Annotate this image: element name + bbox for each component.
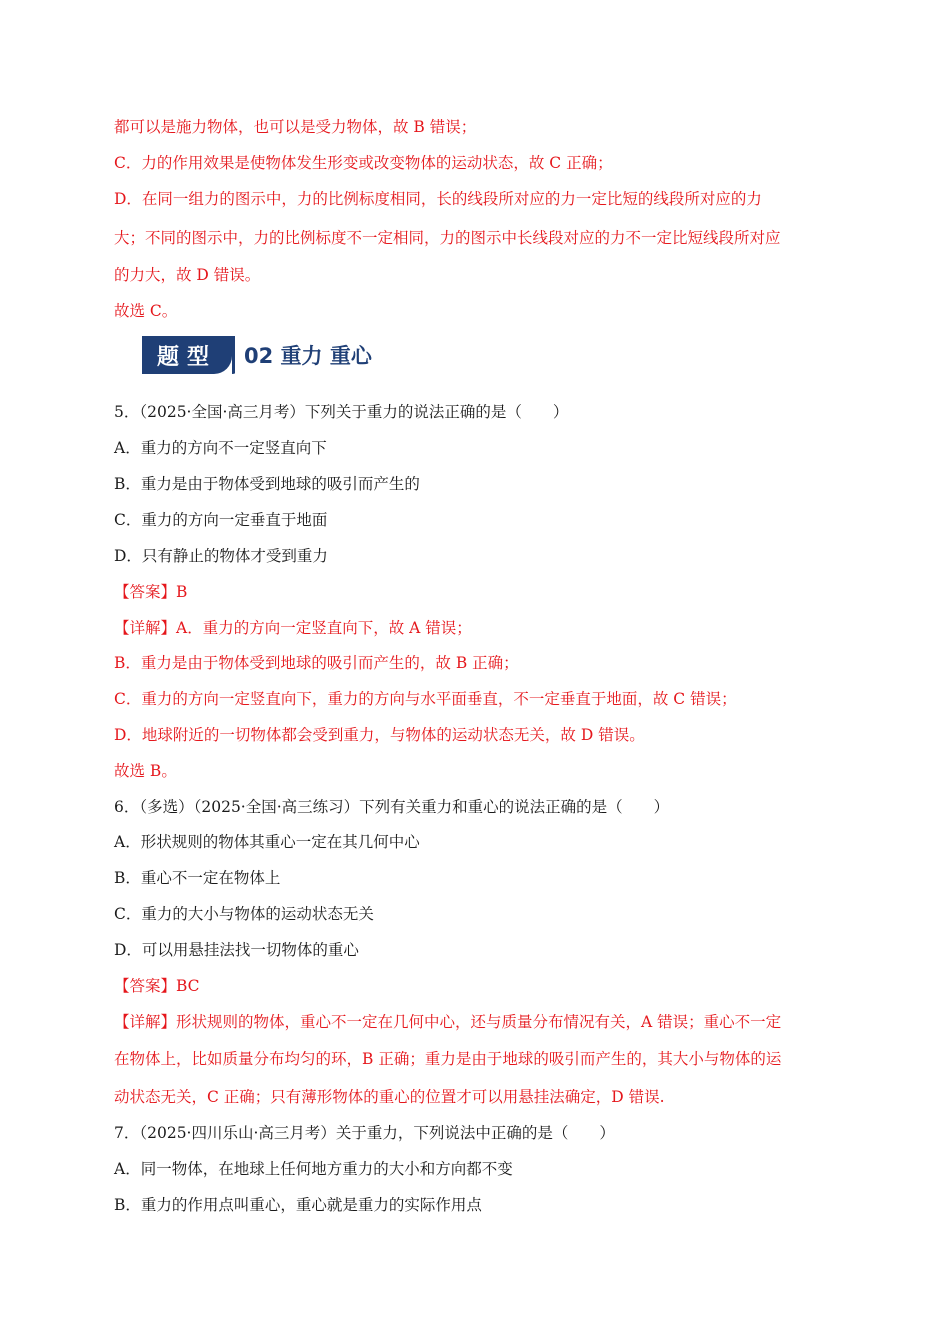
analysis-line: 在物体上，比如质量分布均匀的环，B 正确；重力是由于地球的吸引而产生的，其大小与物体的运 xyxy=(114,1050,782,1068)
section-title: 02 重力 重心 xyxy=(244,344,372,368)
analysis-line: B．重力是由于物体受到地球的吸引而产生的，故 B 正确； xyxy=(114,654,519,672)
analysis-line: 的力大，故 D 错误。 xyxy=(114,266,261,284)
analysis-line: C．力的作用效果是使物体发生形变或改变物体的运动状态，故 C 正确； xyxy=(114,154,613,172)
option-d: D．可以用悬挂法找一切物体的重心 xyxy=(114,941,359,959)
option-a: A．形状规则的物体其重心一定在其几何中心 xyxy=(114,833,420,851)
option-b: B．重力是由于物体受到地球的吸引而产生的 xyxy=(114,475,420,493)
option-a: A．重力的方向不一定竖直向下 xyxy=(114,439,327,457)
question-stem: 6．（多选）（2025·全国·高三练习）下列有关重力和重心的说法正确的是（ ） xyxy=(114,798,670,816)
conclusion-line: 故选 B。 xyxy=(114,762,177,780)
analysis-line: 【详解】形状规则的物体，重心不一定在几何中心，还与质量分布情况有关，A 错误；重心不一定 xyxy=(114,1013,782,1031)
conclusion-line: 故选 C。 xyxy=(114,302,178,320)
analysis-line: 【详解】A．重力的方向一定竖直向下，故 A 错误； xyxy=(114,619,472,637)
option-d: D．只有静止的物体才受到重力 xyxy=(114,547,328,565)
answer-line: 【答案】B xyxy=(114,583,188,601)
option-a: A．同一物体，在地球上任何地方重力的大小和方向都不变 xyxy=(114,1160,513,1178)
option-b: B．重力的作用点叫重心，重心就是重力的实际作用点 xyxy=(114,1196,482,1214)
analysis-line: 大；不同的图示中，力的比例标度不一定相同，力的图示中长线段对应的力不一定比短线段所对应 xyxy=(114,229,781,247)
analysis-line: 都可以是施力物体，也可以是受力物体，故 B 错误； xyxy=(114,118,477,136)
answer-line: 【答案】BC xyxy=(114,977,200,995)
option-b: B．重心不一定在物体上 xyxy=(114,869,281,887)
section-badge: 题型 xyxy=(142,336,232,374)
question-stem: 7．（2025·四川乐山·高三月考）关于重力，下列说法中正确的是（ ） xyxy=(114,1124,615,1142)
option-c: C．重力的大小与物体的运动状态无关 xyxy=(114,905,374,923)
analysis-line: D．地球附近的一切物体都会受到重力，与物体的运动状态无关，故 D 错误。 xyxy=(114,726,645,744)
analysis-line: C．重力的方向一定竖直向下，重力的方向与水平面垂直，不一定垂直于地面，故 C 错误； xyxy=(114,690,737,708)
analysis-line: D．在同一组力的图示中，力的比例标度相同，长的线段所对应的力一定比短的线段所对应的力 xyxy=(114,190,762,208)
option-c: C．重力的方向一定垂直于地面 xyxy=(114,511,328,529)
question-stem: 5．（2025·全国·高三月考）下列关于重力的说法正确的是（ ） xyxy=(114,403,569,421)
section-banner xyxy=(142,336,372,374)
analysis-line: 动状态无关，C 正确；只有薄形物体的重心的位置才可以用悬挂法确定，D 错误. xyxy=(114,1088,665,1106)
